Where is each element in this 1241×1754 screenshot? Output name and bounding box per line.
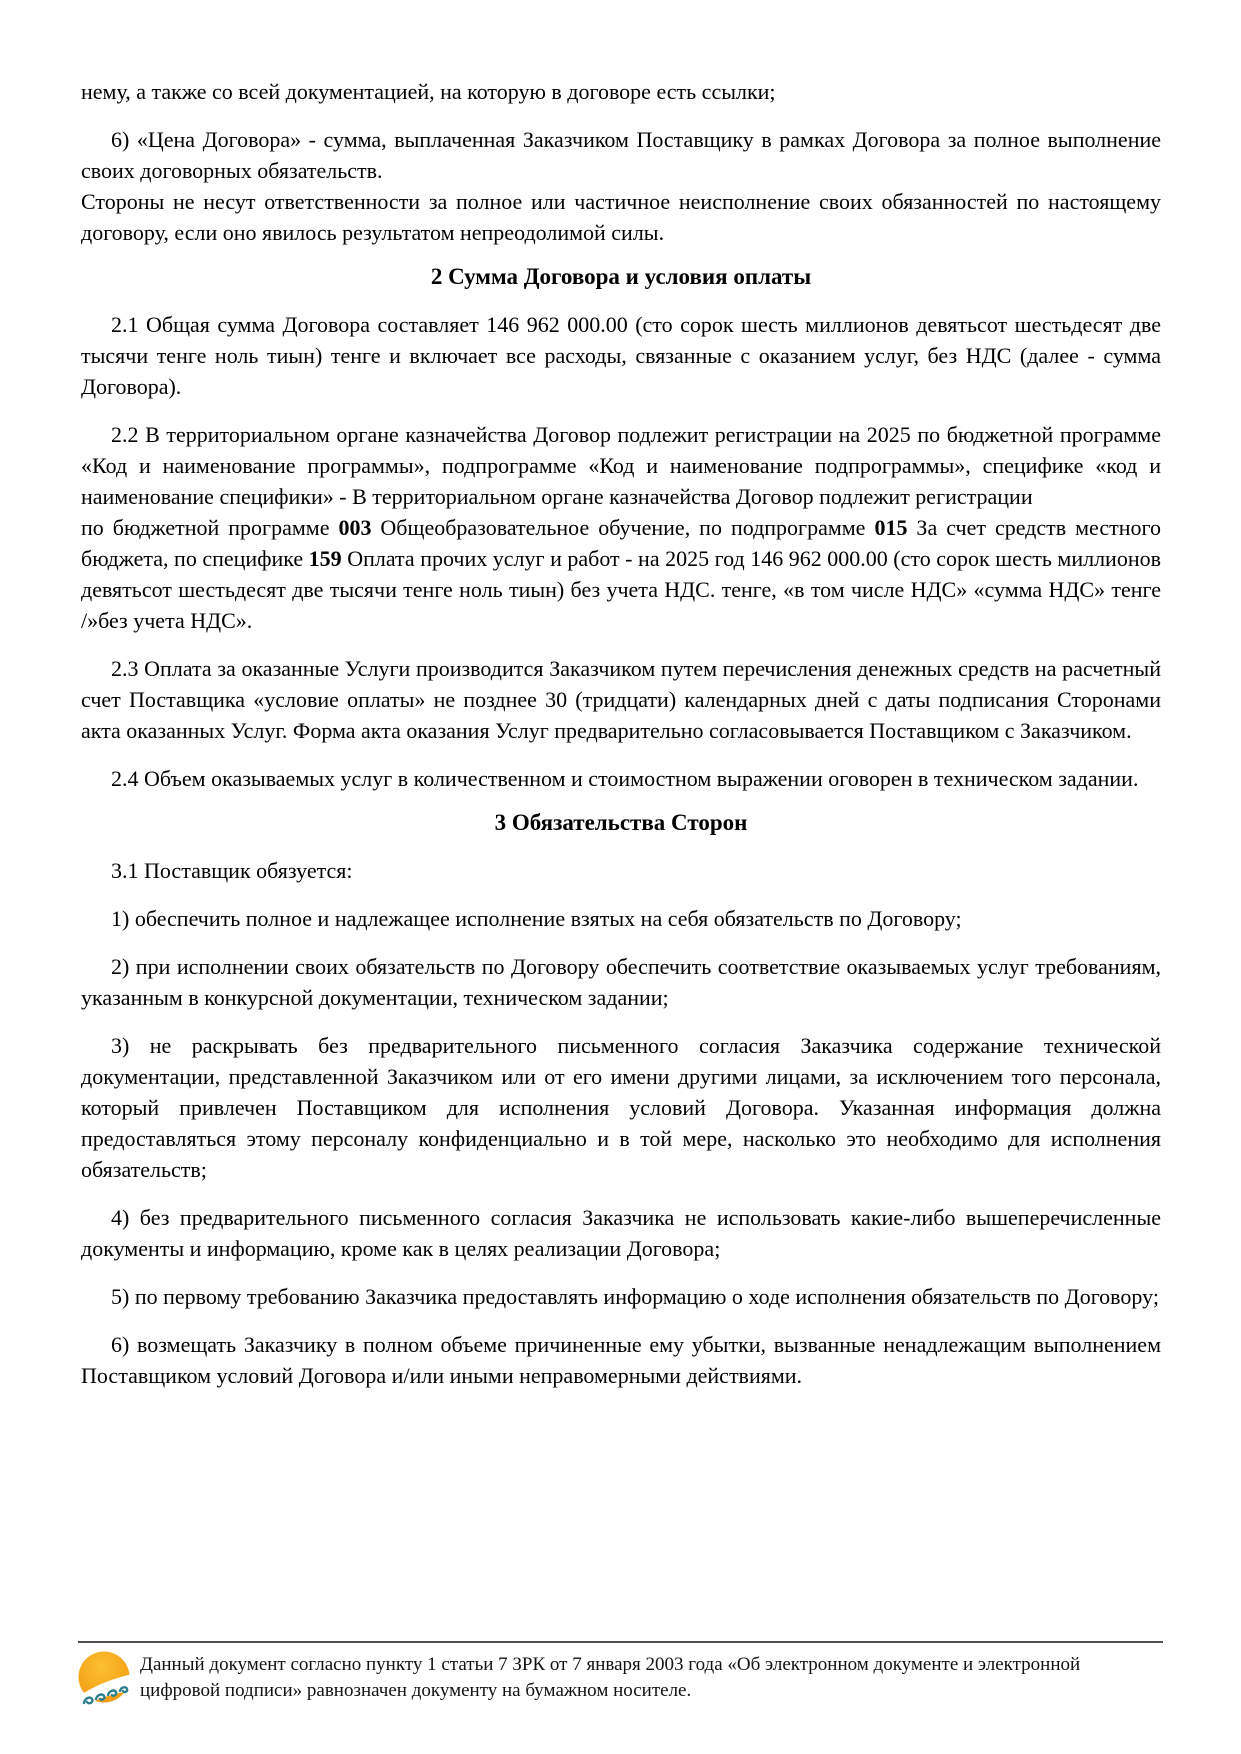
paragraph: 1) обеспечить полное и надлежащее исполнение взятых на себя обязательств по Договору; — [111, 906, 962, 931]
paragraph: 2.4 Объем оказываемых услуг в количественном и стоимостном выражении оговорен в техническом задании. — [111, 766, 1139, 791]
paragraph: 2.1 Общая сумма Договора составляет 146 962 000.00 (сто сорок шесть миллионов девятьсот шестьдесят две тысячи тенге ноль тиын) тенге и включает все расходы, связанные с оказанием услуг, без НДС (далее - сумма Договора). — [81, 312, 1161, 399]
footer-note: Данный документ согласно пункту 1 статьи 7 ЗРК от 7 января 2003 года «Об электронном документе и электронной цифровой подписи» равнозначен документу на бумажном носителе. — [140, 1654, 1081, 1701]
paragraph: 5) по первому требованию Заказчика предоставлять информацию о ходе исполнения обязательств по Договору; — [111, 1284, 1159, 1309]
paragraph: по бюджетной программе 003 Общеобразовательное обучение, по подпрограмме 015 За счет средств местного бюджета, по специфике 159 Оплата прочих услуг и работ - на 2025 год 146 962 000.00 (сто сорок шесть миллионов девятьсот шестьдесят две тысячи тенге ноль тиын) без учета НДС. тенге, «в том числе НДС» «сумма НДС» тенге /»без учета НДС». — [81, 515, 1161, 633]
paragraph: Стороны не несут ответственности за полное или частичное неисполнение своих обязанностей по настоящему договору, если оно явилось результатом непреодолимой силы. — [81, 189, 1161, 245]
paragraph: 6) возмещать Заказчику в полном объеме причиненные ему убытки, вызванные ненадлежащим выполнением Поставщиком условий Договора и/или иными неправомерными действиями. — [81, 1332, 1161, 1388]
section-heading: 3 Обязательства Сторон — [494, 810, 748, 835]
paragraph: 2.2 В территориальном органе казначейства Договор подлежит регистрации на 2025 по бюджетной программе «Код и наименование программы», подпрограмме «Код и наименование подпрограммы», специфике «код и наименование специфики» - В территориальном органе казначейства Договор подлежит регистрации — [81, 422, 1161, 509]
paragraph: нему, а также со всей документацией, на которую в договоре есть ссылки; — [81, 79, 776, 104]
electronic-document-seal-icon — [78, 1651, 132, 1707]
section-heading: 2 Сумма Договора и условия оплаты — [430, 264, 812, 289]
paragraph: 3) не раскрывать без предварительного письменного согласия Заказчика содержание технической документации, представленной Заказчиком или от его имени другими лицами, за исключением того персонала, который привлечен Поставщиком для исполнения условий Договора. Указанная информация должна предоставляться этому персоналу конфиденциально и в той мере, насколько это необходимо для исполнения обязательств; — [81, 1033, 1161, 1182]
paragraph: 6) «Цена Договора» - сумма, выплаченная Заказчиком Поставщику в рамках Договора за полное выполнение своих договорных обязательств. — [81, 127, 1161, 183]
footer — [78, 1641, 1163, 1707]
paragraph: 4) без предварительного письменного согласия Заказчика не использовать какие-либо вышеперечисленные документы и информацию, кроме как в целях реализации Договора; — [81, 1205, 1161, 1261]
paragraph: 2) при исполнении своих обязательств по Договору обеспечить соответствие оказываемых услуг требованиям, указанным в конкурсной документации, техническом задании; — [81, 954, 1161, 1010]
paragraph: 2.3 Оплата за оказанные Услуги производится Заказчиком путем перечисления денежных средств на расчетный счет Поставщика «условие оплаты» не позднее 30 (тридцати) календарных дней с даты подписания Сторонами акта оказанных Услуг. Форма акта оказания Услуг предварительно согласовывается Поставщиком с Заказчиком. — [81, 656, 1161, 743]
paragraph: 3.1 Поставщик обязуется: — [111, 858, 353, 883]
document-body — [81, 76, 1161, 1391]
